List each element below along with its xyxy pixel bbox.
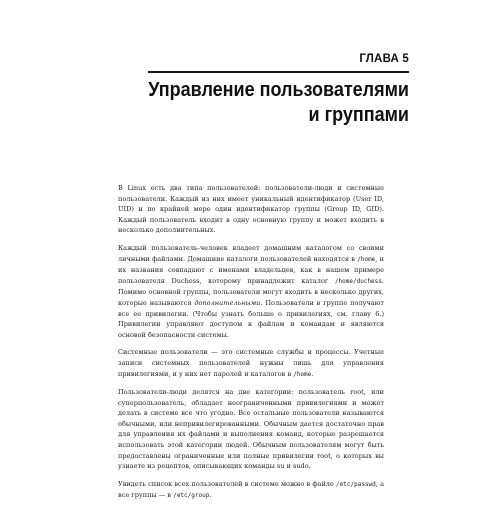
p5-text-b: , а все группы — в	[118, 479, 384, 500]
chapter-title-line-1: Управление пользователями	[148, 79, 409, 101]
chapter-title	[139, 78, 409, 128]
chapter-rule	[148, 71, 409, 73]
paragraph-5	[118, 479, 384, 502]
p3-text-a: Системные пользователи — это системные службы и процессы. Учетные записи системных пользователей нужны лишь для управления привилегиями, и у них нет паролей и каталогов в	[118, 348, 384, 378]
p5-text-a: Увидеть список всех пользователей в системе можно в файле	[118, 479, 337, 488]
body-text	[118, 183, 384, 509]
path-etc-passwd: /etc/passwd	[336, 480, 376, 488]
p2-text-d: . Пользователи в группе получают все ее привилегии. (Чтобы узнать больше о привилегиях, см. главу 6.) Привилегии управляют доступом к файлам и командам и являются основой безопасности системы.	[118, 298, 384, 339]
chapter-title-line-2: и группами	[308, 104, 409, 126]
chapter-label: ГЛАВА 5	[359, 53, 409, 65]
paragraph-2	[118, 243, 384, 340]
p5-text-c: .	[209, 491, 212, 500]
path-home-duchess: /home/duchess	[334, 277, 382, 285]
paragraph-3	[118, 347, 384, 380]
path-home: /home	[357, 255, 376, 263]
path-home-2: /home	[293, 370, 312, 378]
p2-text-c: . Помимо основной группы, пользователи могут входить в несколько других, которые называются	[118, 276, 384, 307]
p3-text-b: .	[311, 369, 314, 378]
p2-text-a: Каждый пользователь-человек владеет домашним каталогом со своими личными файлами. Домашние каталоги пользователей находятся в	[118, 243, 384, 263]
paragraph-4: Пользователи-люди делятся на две категории: пользователь root, или суперпользователь, обладает неограниченными привилегиями и может делать в системе все что угодно. Все остальные пользователи называются обычными, или непривилегированными. Обычным дается достаточно прав для управления их файлами и выполнения команд, которые разрешается использовать этой категории людей. Обычным пользователям могут быть предоставлены ограниченные или полные привилегии root, о которых вы узнаете из рецептов, описывающих команды su и sudo.	[118, 388, 384, 471]
p2-text-b: , и их названия совпадают с именами владельцев, как в нашем примере пользователя Duchess, которому принадлежит каталог	[118, 254, 384, 285]
term-supplementary: дополнительными	[194, 298, 261, 307]
paragraph-1: В Linux есть два типа пользователей: пользователи-люди и системные пользователи. Каждый из них имеет уникальный идентификатор (User ID, UID) и по крайней мере один идентификатор группы (Group ID, GID). Каждый пользователь входит в одну основную группу и может входить в несколько дополнительных.	[118, 184, 384, 235]
path-etc-group: /etc/group	[173, 492, 210, 500]
